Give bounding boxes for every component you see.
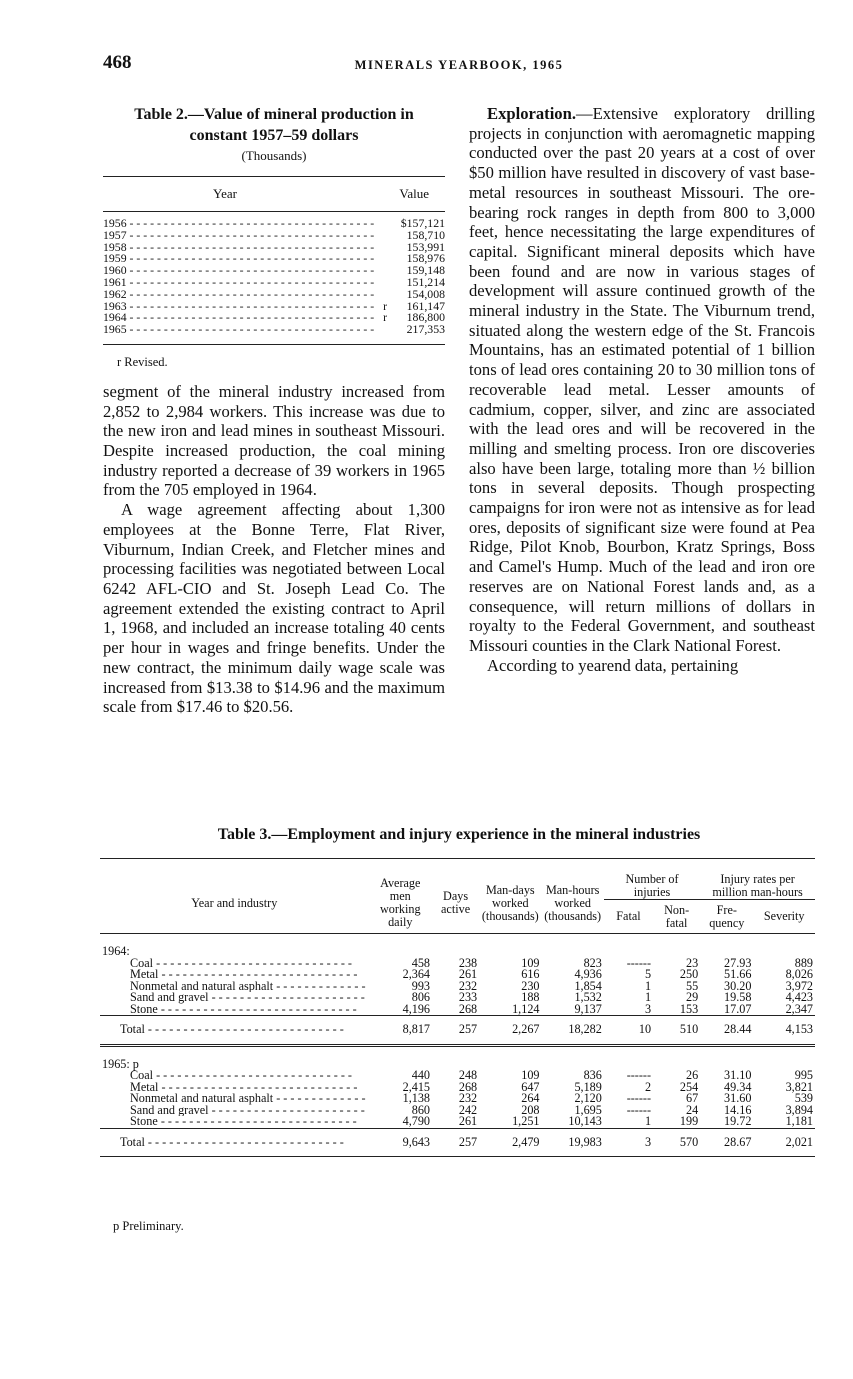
table3-cell-days: 268 xyxy=(458,1079,478,1094)
table2-value: 158,710 xyxy=(406,227,445,242)
table3-total-fatal: 10 xyxy=(604,1016,653,1046)
table3-industry: Coal - - - xyxy=(100,958,368,970)
table3-cell-sev: 8,026 xyxy=(785,967,813,981)
table3-cell-fatal: 5 xyxy=(644,967,652,981)
table3-cell-freq: 49.34 xyxy=(724,1079,752,1094)
table3-total-row xyxy=(100,1016,815,1046)
t3-head-avg-men: Average men working daily xyxy=(368,859,432,934)
table3-industry: Stone - - - xyxy=(100,1004,368,1016)
table2-body xyxy=(103,212,445,344)
page-header xyxy=(103,52,815,82)
table3-total-label: Total - - - xyxy=(100,1016,368,1046)
table3-cell-men: 4,196 xyxy=(402,1001,431,1016)
table3-total-sev: 4,153 xyxy=(753,1016,815,1046)
table2-year: 1962 - - - xyxy=(103,289,375,301)
table3-cell-freq: 27.93 xyxy=(724,955,752,970)
table3-total-manhours: 19,983 xyxy=(542,1128,604,1157)
table2-year: 1959 - - - xyxy=(103,253,375,265)
table3-cell-days: 233 xyxy=(458,990,478,1004)
table3-cell-mandays: 109 xyxy=(521,955,540,970)
table3-cell-mandays: 230 xyxy=(521,978,540,993)
table2-value: $157,121 xyxy=(400,216,445,230)
table-row xyxy=(100,1070,815,1082)
table2-row xyxy=(103,218,445,230)
table3-cell-sev: 889 xyxy=(794,955,813,970)
table3-industry: Metal - - - xyxy=(100,1082,368,1094)
table2-value: 153,991 xyxy=(406,239,445,254)
table3-total-men: 8,817 xyxy=(368,1016,432,1046)
table3-cell-sev: 3,821 xyxy=(785,1079,813,1094)
table3-total-manhours: 18,282 xyxy=(542,1016,604,1046)
table-row xyxy=(100,1105,815,1117)
table2-value: 186,800 xyxy=(406,310,445,325)
table3-year-heading xyxy=(100,934,815,958)
table3-cell-mandays: 188 xyxy=(521,990,540,1004)
table3-cell-men: 458 xyxy=(411,955,431,970)
table3-cell-nonfatal: 26 xyxy=(685,1068,699,1082)
table3-total-row xyxy=(100,1128,815,1157)
table-row xyxy=(100,1116,815,1128)
table3-cell-fatal: 2 xyxy=(644,1079,652,1094)
table-row xyxy=(100,1004,815,1016)
table-row xyxy=(100,969,815,981)
table3-cell-sev: 3,972 xyxy=(785,978,813,993)
table3-cell-sev: 539 xyxy=(794,1091,813,1105)
table3-year-heading xyxy=(100,1045,815,1070)
table3-cell-manhours: 823 xyxy=(583,955,602,970)
table2-mark xyxy=(375,277,387,289)
table3-industry: Coal - - - xyxy=(100,1070,368,1082)
table3-cell-nonfatal: 153 xyxy=(679,1001,699,1016)
table3-cell-freq: 14.16 xyxy=(724,1102,752,1117)
table-row xyxy=(100,992,815,1004)
table2-value: 159,148 xyxy=(406,263,445,278)
table3-total-days: 257 xyxy=(432,1016,479,1046)
table3-total-mandays: 2,479 xyxy=(479,1128,541,1157)
table3-year-label: 1964: xyxy=(102,944,130,958)
table3-industry: Metal - - - xyxy=(100,969,368,981)
table2-year: 1957 - - - xyxy=(103,230,375,242)
table3-cell-freq: 17.07 xyxy=(724,1001,752,1016)
page-number: 468 xyxy=(103,52,132,73)
table3-cell-nonfatal: 24 xyxy=(685,1102,699,1117)
table3-year-label: 1965: p xyxy=(102,1056,139,1071)
table3-industry: Nonmetal and natural asphalt - - - xyxy=(100,981,368,993)
table2-value: 154,008 xyxy=(406,286,445,301)
table3-total-label: Total - - - xyxy=(100,1128,368,1157)
right-column xyxy=(469,104,815,675)
table2-mark xyxy=(375,324,387,336)
table3-cell-nonfatal: 199 xyxy=(679,1114,699,1128)
table3-cell-sev: 3,894 xyxy=(785,1102,813,1117)
table2-row xyxy=(103,274,445,289)
table-row xyxy=(100,1082,815,1094)
table2-row xyxy=(103,227,445,242)
table3-cell-fatal: 3 xyxy=(644,1001,652,1016)
table3-cell-nonfatal: 250 xyxy=(679,967,699,981)
table-row xyxy=(100,958,815,970)
table3-cell-manhours: 10,143 xyxy=(568,1114,602,1128)
t3-head-nonfatal: Non-fatal xyxy=(664,902,690,930)
table2-value: 158,976 xyxy=(406,251,445,266)
table3-cell-freq: 31.10 xyxy=(724,1068,752,1082)
table2-row xyxy=(103,298,445,313)
table2-year: 1958 - - - xyxy=(103,242,375,254)
exploration-heading: Exploration. xyxy=(487,104,576,123)
table3-cell-days: 268 xyxy=(458,1001,478,1016)
table3-body xyxy=(100,934,815,1157)
table3-cell-men: 2,364 xyxy=(402,967,431,981)
table3-industry: Sand and gravel - - - xyxy=(100,992,368,1004)
table2-year: 1961 - - - xyxy=(103,277,375,289)
left-paragraph-1: segment of the mineral industry increased from 2,852 to 2,984 workers. This increase was due to the new iron and lead mines in southeast Missouri. Despite increased production, the coal mining industry reported a decrease of 39 workers in 1965 from the 705 employed in 1964. xyxy=(103,381,445,500)
table2 xyxy=(103,176,445,345)
table2-year: 1960 - - - xyxy=(103,265,375,277)
table3-cell-sev: 995 xyxy=(794,1068,813,1082)
t3-head-year-industry: Year and industry xyxy=(100,859,368,934)
table3-cell-manhours: 5,189 xyxy=(574,1079,602,1094)
table3-cell-nonfatal: 67 xyxy=(685,1091,699,1105)
table2-value: 151,214 xyxy=(406,274,445,289)
table3-cell-fatal: ------ xyxy=(626,955,652,970)
table3-cell-manhours: 836 xyxy=(583,1068,602,1082)
table3-total-freq: 28.67 xyxy=(700,1128,753,1157)
table3-cell-fatal: 1 xyxy=(644,990,652,1004)
table2-mark: r xyxy=(383,298,387,313)
table2-title xyxy=(103,104,445,146)
table3-cell-mandays: 208 xyxy=(521,1102,540,1117)
table3-cell-men: 4,790 xyxy=(402,1114,431,1128)
table2-footnote: r Revised. xyxy=(117,354,168,369)
table2-value: 161,147 xyxy=(406,298,445,313)
table3-cell-men: 806 xyxy=(411,990,431,1004)
table3-total-days: 257 xyxy=(432,1128,479,1157)
table3 xyxy=(100,858,815,1157)
table3-cell-days: 248 xyxy=(458,1068,478,1082)
table2-col-year: Year xyxy=(213,186,237,201)
table-row xyxy=(100,981,815,993)
table3-cell-mandays: 1,124 xyxy=(512,1001,540,1016)
table2-row xyxy=(103,286,445,301)
table3-cell-fatal: ------ xyxy=(626,1091,652,1105)
t3-head-days-active: Days active xyxy=(432,859,479,934)
table2-col-value: Value xyxy=(399,186,429,201)
table3-cell-nonfatal: 55 xyxy=(685,978,699,993)
table2-row xyxy=(103,324,445,336)
table3-cell-men: 860 xyxy=(411,1102,431,1117)
right-paragraph-2: According to yearend data, pertaining xyxy=(487,655,739,675)
table3-cell-fatal: 1 xyxy=(644,1114,652,1128)
table3-cell-mandays: 647 xyxy=(521,1079,540,1094)
table2-row xyxy=(103,239,445,254)
table3-total-freq: 28.44 xyxy=(700,1016,753,1046)
table2-year: 1965 - - - xyxy=(103,324,375,336)
table3-cell-freq: 19.58 xyxy=(724,990,752,1004)
table2-row xyxy=(103,253,445,265)
table3-cell-days: 232 xyxy=(458,1091,478,1105)
t3-head-man-hours: Man-hours worked (thousands) xyxy=(542,859,604,934)
table3-cell-manhours: 9,137 xyxy=(574,1001,602,1016)
table2-row xyxy=(103,265,445,277)
table2-row xyxy=(103,312,445,324)
table3-total-nonfatal: 510 xyxy=(653,1016,700,1046)
t3-head-severity: Severity xyxy=(763,909,805,923)
table3-cell-days: 242 xyxy=(458,1102,478,1117)
t3-head-num-injuries: Number of injuries xyxy=(604,859,700,900)
table3-cell-mandays: 1,251 xyxy=(512,1114,540,1128)
right-paragraph-1 xyxy=(469,104,815,656)
table3-cell-freq: 31.60 xyxy=(724,1091,752,1105)
table3-total-fatal: 3 xyxy=(604,1128,653,1157)
table2-year: 1963 - - - xyxy=(103,301,375,313)
table3-footnote: p Preliminary. xyxy=(113,1219,184,1233)
table3-cell-manhours: 2,120 xyxy=(574,1091,602,1105)
table3-cell-men: 2,415 xyxy=(402,1079,431,1094)
table3-total-sev: 2,021 xyxy=(753,1128,815,1157)
table3-cell-manhours: 1,532 xyxy=(574,990,602,1004)
table2-subtitle: (Thousands) xyxy=(241,148,307,163)
table3-cell-men: 1,138 xyxy=(402,1091,431,1105)
table3-cell-sev: 1,181 xyxy=(785,1114,813,1128)
table3-title: Table 3.—Employment and injury experience in the mineral industries xyxy=(217,826,701,843)
table2-value: 217,353 xyxy=(406,322,445,337)
table3-cell-manhours: 1,854 xyxy=(574,978,602,993)
t3-head-fatal: Fatal xyxy=(616,909,641,923)
table-row xyxy=(100,1093,815,1105)
table2-year: 1956 - - - xyxy=(103,218,375,230)
table3-cell-mandays: 109 xyxy=(521,1068,540,1082)
table3-total-mandays: 2,267 xyxy=(479,1016,541,1046)
table2-mark xyxy=(375,265,387,277)
table3-cell-mandays: 264 xyxy=(521,1091,540,1105)
table2-mark xyxy=(375,218,387,230)
table3-cell-manhours: 4,936 xyxy=(574,967,602,981)
table3-total-men: 9,643 xyxy=(368,1128,432,1157)
table3-cell-nonfatal: 23 xyxy=(685,955,699,970)
table2-year: 1964 - - - xyxy=(103,312,375,324)
t3-head-frequency: Fre-quency xyxy=(709,902,745,930)
table3-total-nonfatal: 570 xyxy=(653,1128,700,1157)
t3-head-man-days: Man-days worked (thousands) xyxy=(479,859,541,934)
table3-cell-days: 261 xyxy=(458,967,478,981)
table3-cell-freq: 51.66 xyxy=(724,967,752,981)
table3-cell-fatal: ------ xyxy=(626,1068,652,1082)
table3-cell-days: 261 xyxy=(458,1114,478,1128)
table3-cell-sev: 2,347 xyxy=(785,1001,813,1016)
table3-cell-men: 993 xyxy=(411,978,431,993)
table3-cell-nonfatal: 254 xyxy=(679,1079,699,1094)
table2-mark: r xyxy=(383,310,387,325)
left-column xyxy=(103,104,445,717)
table3-cell-nonfatal: 29 xyxy=(685,990,699,1004)
exploration-text: —Extensive exploratory drilling projects in conjunction with aeromagnetic mapping conducted over the past 20 years at a cost of over $50 million have resulted in discovery of vast base-metal resources in southeast Missouri. The ore-bearing rock ranges in depth from 800 to 3,000 feet, hence necessitating the large expenditures of capital. Significant mineral deposits which have been found and are now in various stages of development will assure continued growth of the mineral industry in the State. The Viburnum trend, situated along the western edge of the St. Francois Mountains, has an estimated potential of 1 billion tons of lead ores containing 20 to 30 million tons of recoverable lead metal. Lesser amounts of cadmium, copper, silver, and zinc are associated with the lead ores and will be recovered in the milling and smelting process. Iron ore discoveries also have been large, totaling more than ½ billion tons in several deposits. Though prospecting campaigns for iron were not as intensive as for lead ores, deposits of significant size were found at Pea Ridge, Pilot Knob, Bourbon, Kratz Springs, Boss and Camel's Hump. Much of the lead and iron ore reserves are on National Forest lands and, as a consequence, will return millions of dollars in royalty to the Federal Government, and southeast Missouri counties in the Clark National Forest. xyxy=(469,104,815,655)
table3-cell-manhours: 1,695 xyxy=(574,1102,602,1117)
table3-cell-days: 232 xyxy=(458,978,478,993)
table2-title-line1: Table 2.—Value of mineral production in xyxy=(134,106,414,123)
table3-cell-mandays: 616 xyxy=(521,967,540,981)
running-head: MINERALS YEARBOOK, 1965 xyxy=(354,58,564,72)
table3-cell-fatal: ------ xyxy=(626,1102,652,1117)
t3-head-injury-rates: Injury rates per million man-hours xyxy=(700,859,815,900)
table2-mark xyxy=(375,253,387,265)
table3-cell-sev: 4,423 xyxy=(785,990,813,1004)
table2-mark xyxy=(375,242,387,254)
table2-header xyxy=(103,177,445,212)
table3-industry: Stone - - - xyxy=(100,1116,368,1128)
table3-cell-freq: 30.20 xyxy=(724,978,752,993)
table3-industry: Sand and gravel - - - xyxy=(100,1105,368,1117)
table3-cell-fatal: 1 xyxy=(644,978,652,993)
table2-title-line2: constant 1957–59 dollars xyxy=(189,127,359,144)
table2-mark xyxy=(375,230,387,242)
table3-cell-freq: 19.72 xyxy=(724,1114,752,1128)
left-paragraph-2: A wage agreement affecting about 1,300 employees at the Bonne Terre, Flat River, Viburnum, Indian Creek, and Fletcher mines and processing facilities was negotiated between Local 6242 AFL-CIO and St. Joseph Lead Co. The agreement extended the existing contract to April 1, 1968, and included an increase totaling 40 cents per hour in wages and fringe benefits. Under the new contract, the minimum daily wage scale was increased from $13.38 to $14.96 and the maximum scale from $17.46 to $20.56. xyxy=(103,500,445,717)
table3-cell-days: 238 xyxy=(458,955,478,970)
left-prose xyxy=(103,382,445,717)
table3-cell-men: 440 xyxy=(411,1068,431,1082)
table3-industry: Nonmetal and natural asphalt - - - xyxy=(100,1093,368,1105)
